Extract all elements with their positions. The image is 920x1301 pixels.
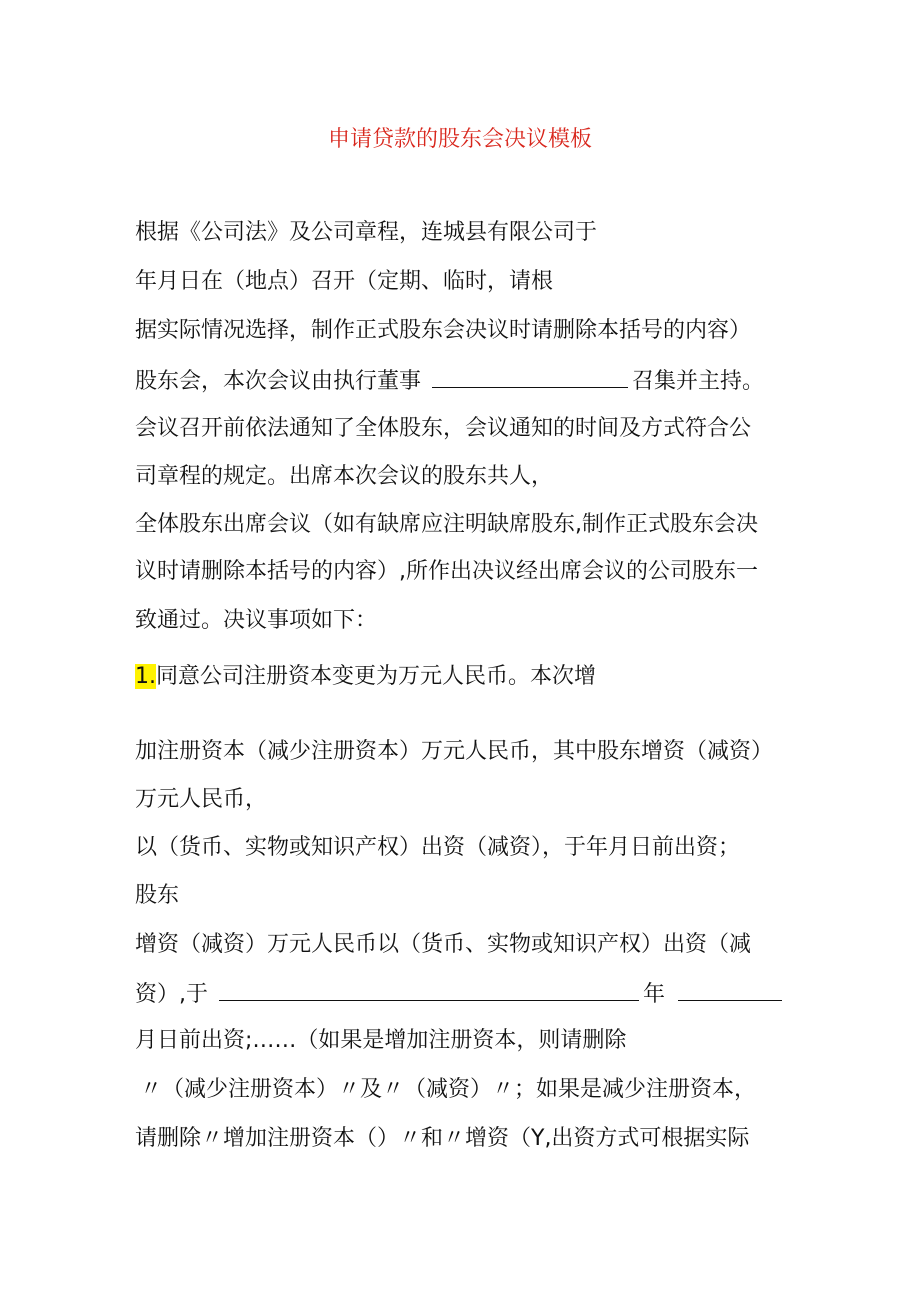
paragraph-line: 根据《公司法》及公司章程，连城县有限公司于 bbox=[135, 220, 598, 245]
line-text: 年 bbox=[643, 982, 666, 1007]
paragraph-line: 请删除〃增加注册资本（）〃和〃增资（Y,出资方式可根据实际 bbox=[135, 1126, 750, 1151]
paragraph-line: 年月日在（地点）召开（定期、临时，请根 bbox=[135, 269, 554, 294]
paragraph-line: 据实际情况选择，制作正式股东会决议时请删除本括号的内容） bbox=[135, 318, 752, 343]
paragraph-line bbox=[135, 365, 764, 397]
paragraph-line: 议时请删除本括号的内容）,所作出决议经出席会议的公司股东一 bbox=[135, 559, 758, 584]
line-text: 同意公司注册资本变更为万元人民币。本次增 bbox=[156, 664, 597, 689]
paragraph-line: 全体股东出席会议（如有缺席应注明缺席股东,制作正式股东会决 bbox=[135, 512, 758, 537]
paragraph-line: 以（货币、实物或知识产权）出资（减资），于年月日前出资； bbox=[135, 835, 741, 860]
paragraph-line: 月日前出资;……（如果是增加注册资本，则请删除 bbox=[135, 1028, 627, 1053]
paragraph-line: 加注册资本（减少注册资本）万元人民币，其中股东增资（减资） bbox=[135, 739, 774, 764]
paragraph-line: 增资（减资）万元人民币以（货币、实物或知识产权）出资（减 bbox=[135, 932, 752, 957]
line-text: 资）,于 bbox=[135, 982, 208, 1007]
paragraph-line: 司章程的规定。出席本次会议的股东共人， bbox=[135, 464, 554, 489]
paragraph-line: 会议召开前依法通知了全体股东，会议通知的时间及方式符合公 bbox=[135, 416, 752, 441]
fill-in-blank bbox=[219, 978, 639, 1001]
line-text: 股东会，本次会议由执行董事 bbox=[135, 369, 422, 394]
paragraph-line bbox=[135, 978, 782, 1010]
document-title: 申请贷款的股东会决议模板 bbox=[327, 127, 592, 152]
item-number: 1. bbox=[135, 664, 156, 689]
paragraph-line: 股东 bbox=[135, 883, 180, 908]
fill-in-blank bbox=[432, 365, 628, 388]
resolution-item-1 bbox=[135, 662, 596, 692]
line-text: 召集并主持。 bbox=[632, 369, 765, 394]
fill-in-blank bbox=[678, 978, 782, 1001]
paragraph-line: 万元人民币， bbox=[135, 787, 268, 812]
paragraph-line: 致通过。决议事项如下： bbox=[135, 608, 378, 633]
paragraph-line: 〃（减少注册资本）〃及〃（减资）〃；如果是减少注册资本， bbox=[140, 1077, 757, 1102]
